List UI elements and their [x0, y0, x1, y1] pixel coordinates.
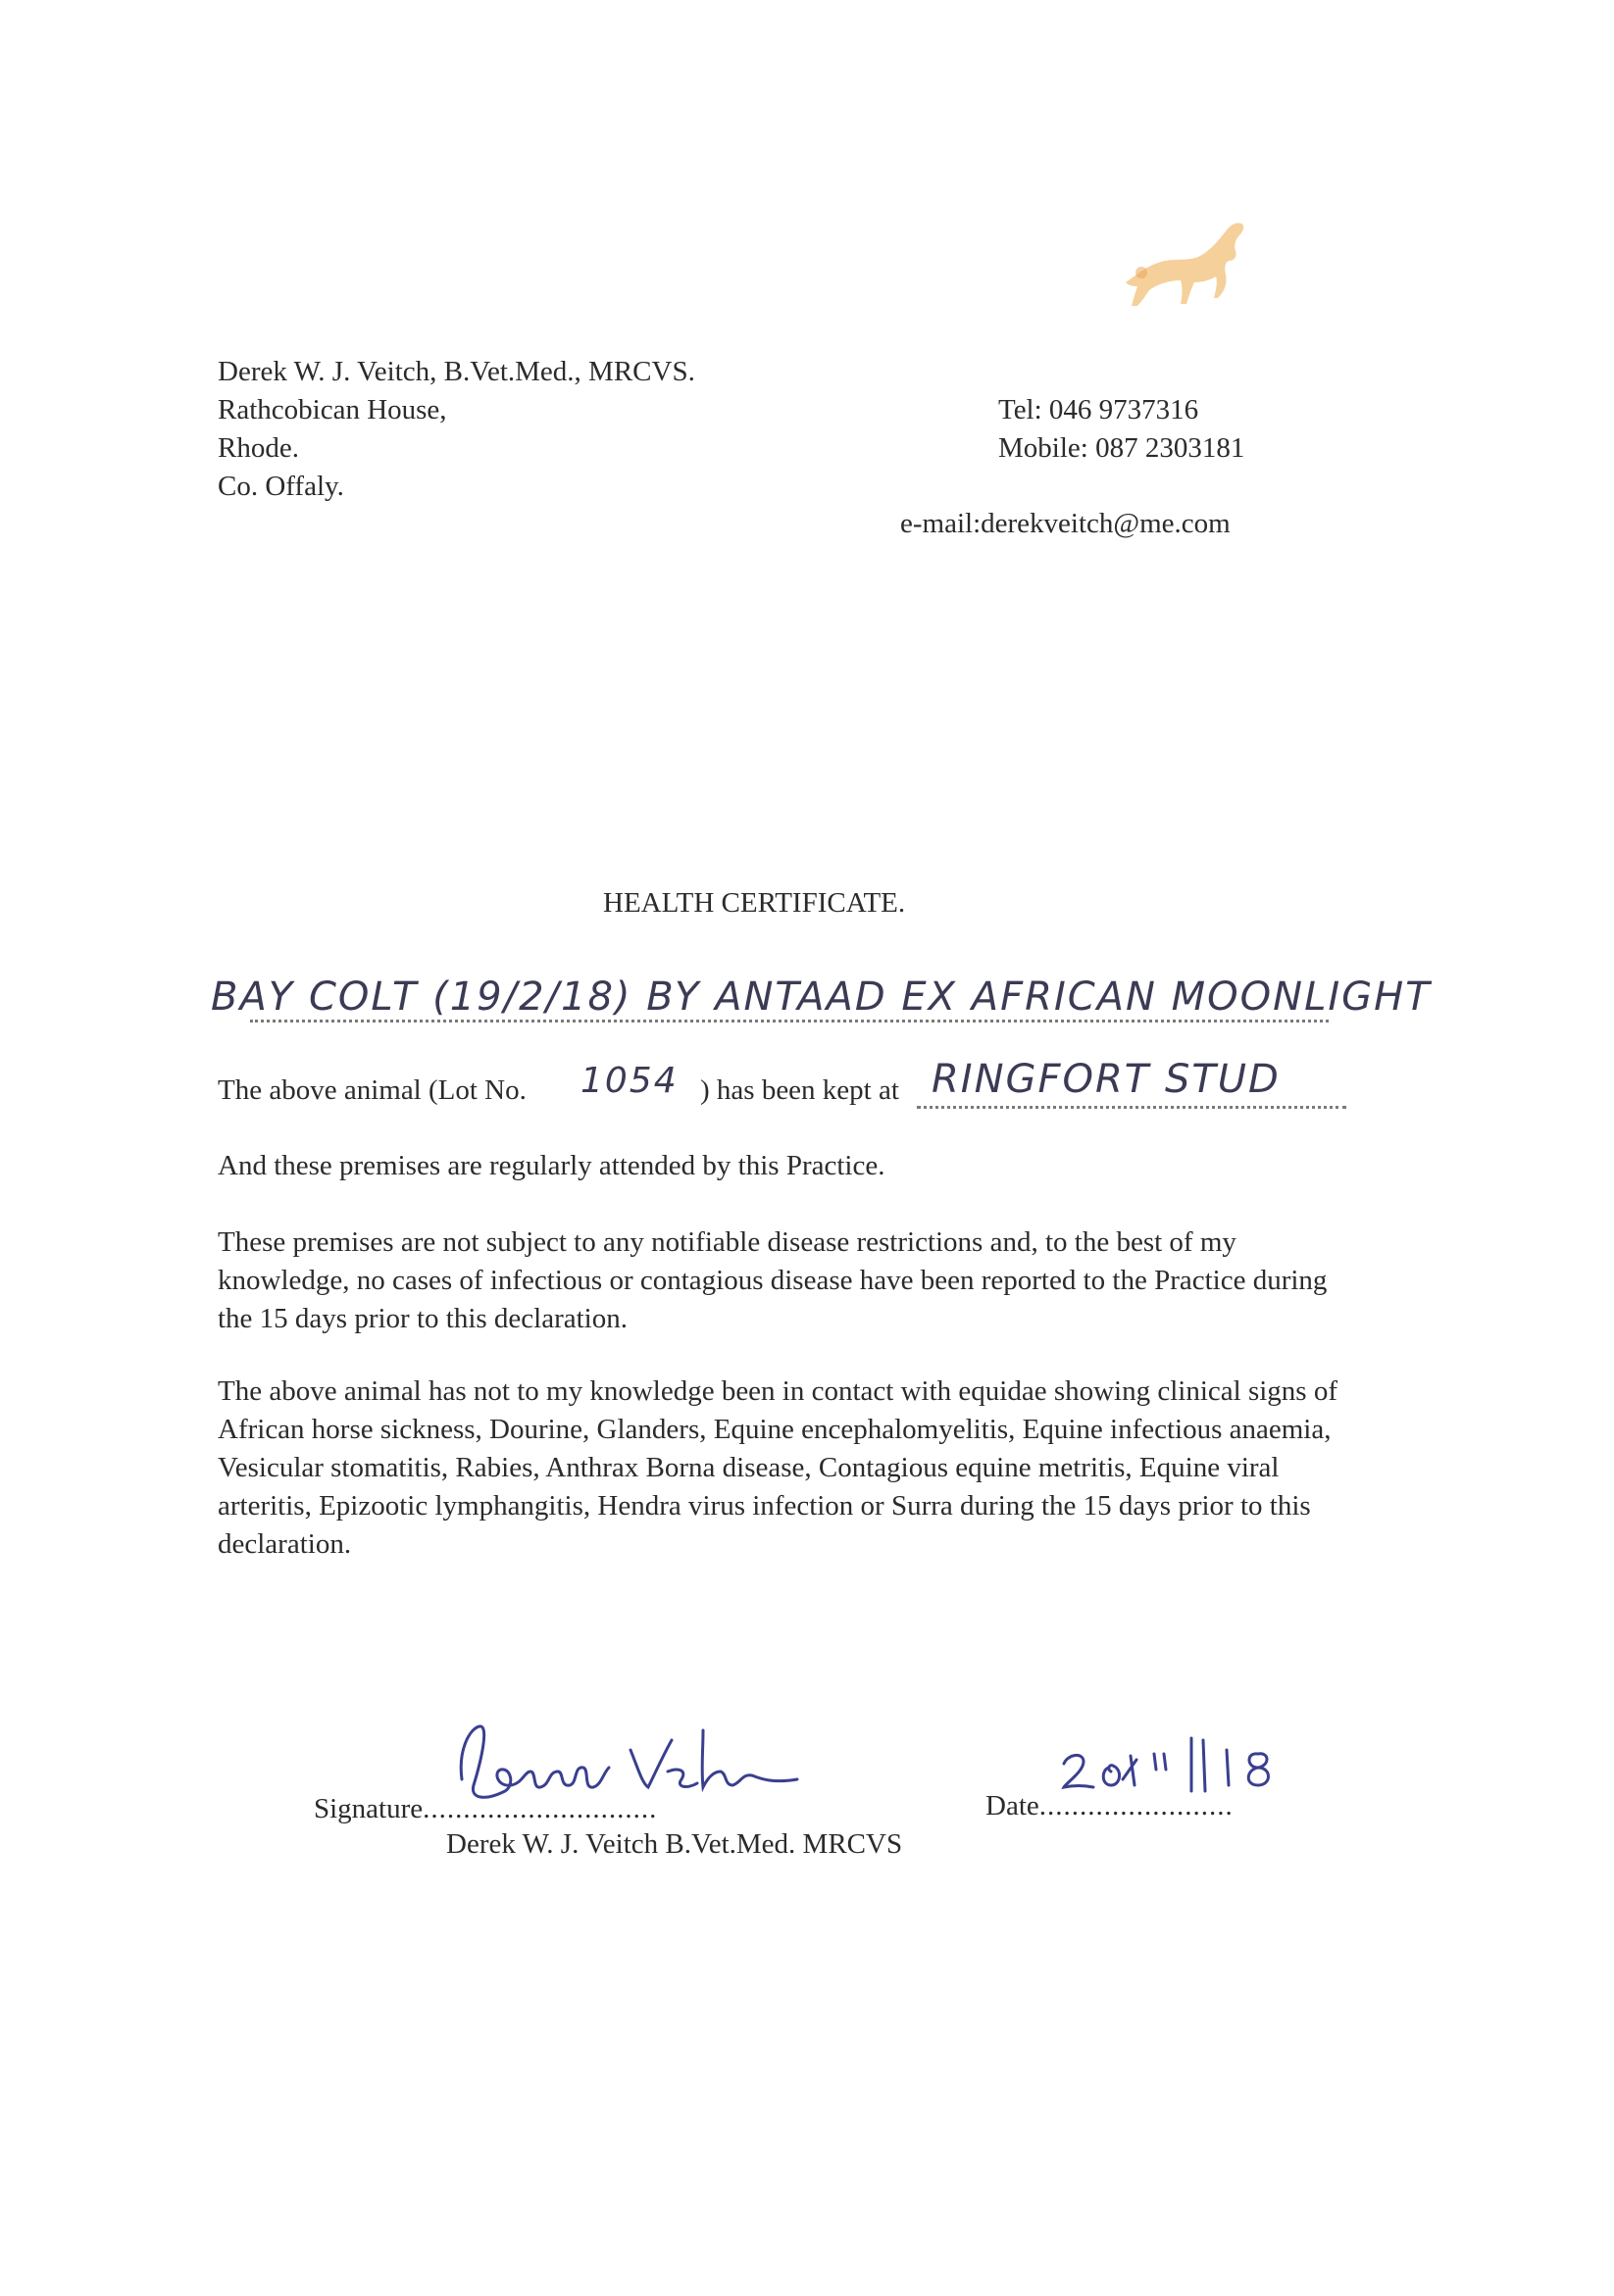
animal-description-handwritten: BAY COLT (19/2/18) BY ANTAAD EX AFRICAN MOONLIGHT: [211, 974, 1432, 1020]
lot-line-prefix: The above animal (Lot No.: [218, 1074, 527, 1106]
mobile: Mobile: 087 2303181: [998, 432, 1245, 464]
signature-handwritten: [446, 1711, 819, 1819]
lot-number-handwritten: 1054: [580, 1061, 679, 1101]
horse-logo-icon: [1108, 196, 1265, 314]
date-handwritten: [1054, 1730, 1309, 1799]
signature-label-text: Signature: [314, 1793, 424, 1824]
address-line-2: Rhode.: [218, 432, 299, 464]
telephone: Tel: 046 9737316: [998, 394, 1199, 425]
signature-dots: .............................: [423, 1793, 658, 1824]
paragraph-no-restrictions: These premises are not subject to any notifiable disease restrictions and, to the best of my knowledge, no cases of infectious or contagious disease have been reported to the Practice during the 15 days prior to this declaration.: [218, 1226, 1328, 1334]
address-line-1: Rathcobican House,: [218, 394, 447, 425]
signatory-name: Derek W. J. Veitch B.Vet.Med. MRCVS: [446, 1828, 903, 1860]
premises-dotted-line: [917, 1106, 1346, 1109]
premises-handwritten: RINGFORT STUD: [932, 1057, 1281, 1102]
description-dotted-line: [250, 1020, 1329, 1023]
lot-line-middle: ) has been kept at: [700, 1074, 899, 1106]
animal-description-line: [211, 971, 1432, 1029]
page-title: HEALTH CERTIFICATE.: [603, 887, 906, 919]
date-label-text: Date: [985, 1790, 1039, 1822]
paragraph-premises-attended: And these premises are regularly attended by this Practice.: [218, 1150, 885, 1181]
date-dots: ........................: [1038, 1790, 1234, 1822]
address-line-3: Co. Offaly.: [218, 471, 344, 502]
paragraph-no-contact: The above animal has not to my knowledge been in contact with equidae showing clinical signs of African horse sickness, Dourine, Glanders, Equine encephalomyelitis, Equine infectious anaemia, Vesicular stomatitis, Rabies, Anthrax Borna disease, Contagious equine metritis, Equine viral arteritis, Epizootic lymphangitis, Hendra virus infection or Surra during the 15 days prior to this declaration.: [218, 1375, 1337, 1560]
practitioner-name: Derek W. J. Veitch, B.Vet.Med., MRCVS.: [218, 356, 695, 387]
email: e-mail:derekveitch@me.com: [900, 508, 1231, 539]
